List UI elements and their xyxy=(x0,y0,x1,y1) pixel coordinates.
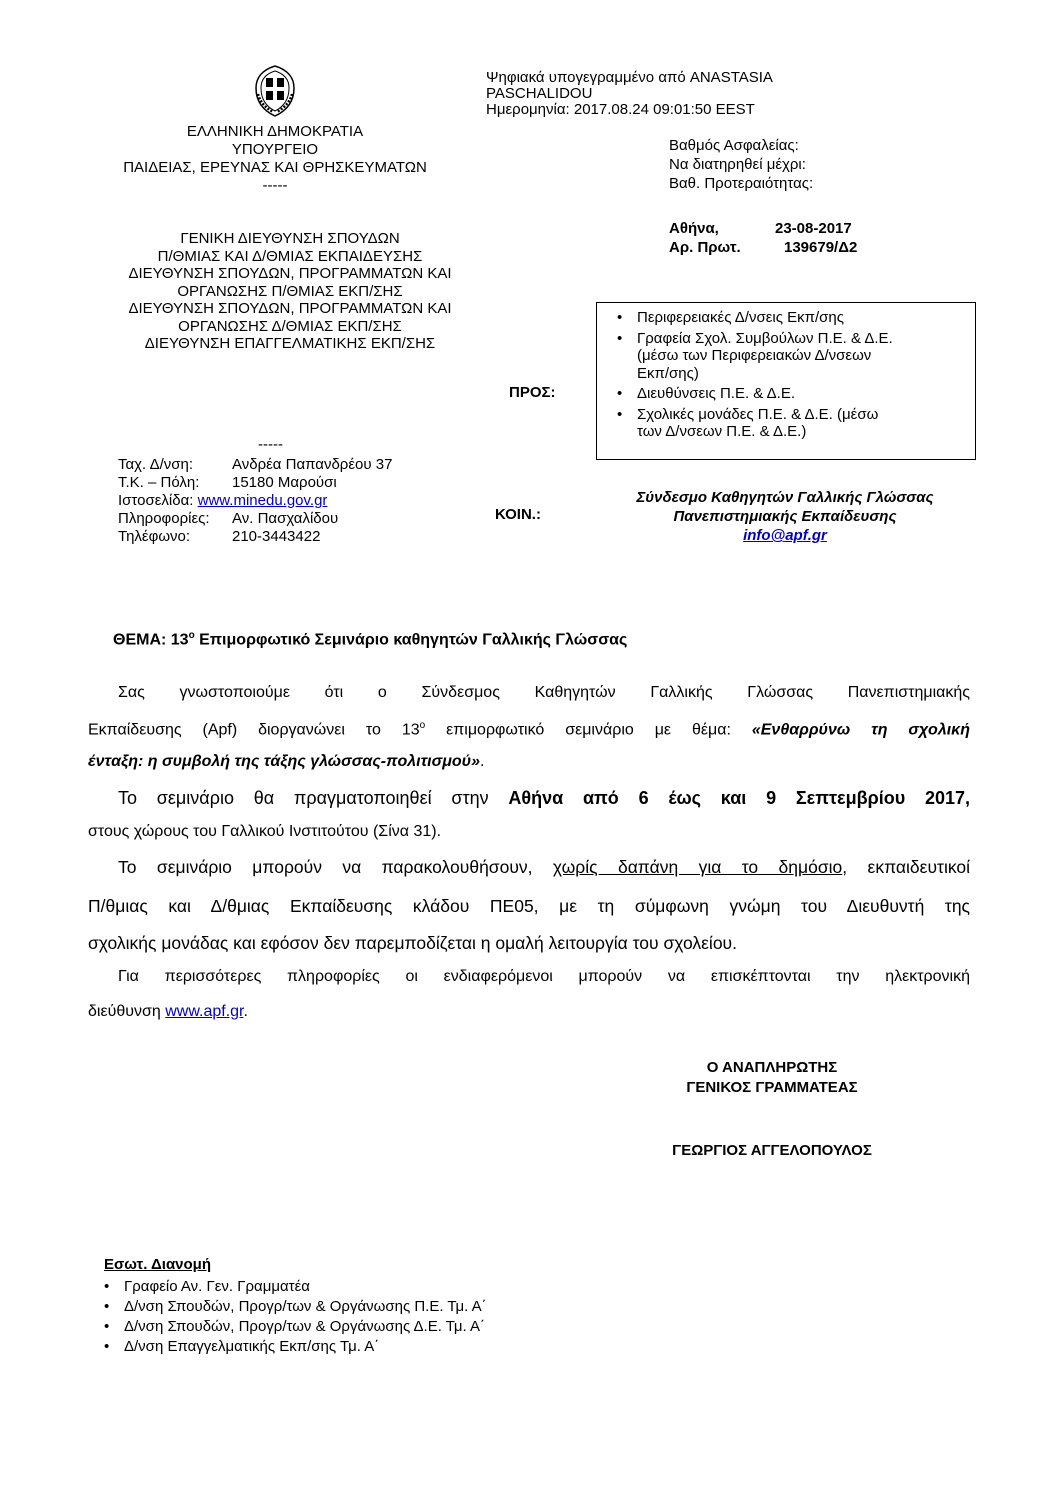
header-line: ΠΑΙΔΕΙΑΣ, ΕΡΕΥΝΑΣ ΚΑΙ ΘΡΗΣΚΕΥΜΑΤΩΝ xyxy=(123,159,427,176)
greek-emblem-icon xyxy=(252,64,298,118)
header-line: ΕΛΛΗΝΙΚΗ ΔΗΜΟΚΡΑΤΙΑ xyxy=(186,123,364,140)
digital-signature-stamp xyxy=(486,70,773,118)
directorate-line: ΟΡΓΑΝΩΣΗΣ Π/ΘΜΙΑΣ ΕΚΠ/ΣΗΣ xyxy=(177,282,403,300)
distribution-item: • Δ/νση Σπουδών, Προγρ/των & Οργάνωσης Π.Ε. Τμ. Α΄ xyxy=(104,1297,487,1317)
signed-line: Ψηφιακά υπογεγραμμένο από ANASTASIA xyxy=(486,69,773,86)
security-info xyxy=(669,136,813,193)
subject-line: ΘΕΜΑ: $13^o$ Επιμορφωτικό Σεμινάριο καθηγητών Γαλλικής Γλώσσας xyxy=(113,630,628,649)
header-line: ΥΠΟΥΡΓΕΙΟ xyxy=(231,141,319,158)
cc-label: ΚΟΙΝ.: xyxy=(495,506,541,523)
keep-until: Να διατηρηθεί μέχρι: xyxy=(669,156,806,173)
priority-level: Βαθ. Προτεραιότητας: xyxy=(669,175,814,192)
body-line: στους χώρους του Γαλλικού Ινστιτούτου (Σίνα 31). xyxy=(88,823,442,840)
contact-row: Τ.Κ. – Πόλη: 15180 Μαρούσι xyxy=(118,474,337,491)
protocol-number: 139679/Δ2 xyxy=(784,239,858,256)
contact-row: Τηλέφωνο: 210-3443422 xyxy=(118,528,321,545)
body-line: Π/θμιας και Δ/θμιας Εκπαίδευσης κλάδου ΠΕ05, με τη σύμφωνη γνώμη του Διευθυντή της xyxy=(88,896,970,916)
body-line: Εκπαίδευσης (Apf) διοργανώνει το $13^o$ επιμορφωτικό σεμινάριο με θέμα: «Ενθαρρύνω τη σχολική xyxy=(88,720,970,739)
directorates-header xyxy=(90,230,490,353)
signer-name: ΓΕΩΡΓΙΟΣ ΑΓΓΕΛΟΠΟΥΛΟΣ xyxy=(672,1142,872,1159)
contact-row: Ταχ. Δ/νση: Ανδρέα Παπανδρέου 37 xyxy=(118,456,393,473)
recipients-label: ΠΡΟΣ: xyxy=(509,384,556,401)
city-label: Αθήνα, xyxy=(669,220,719,237)
directorate-line: ΔΙΕΥΘΥΝΣΗ ΕΠΑΓΓΕΛΜΑΤΙΚΗΣ ΕΚΠ/ΣΗΣ xyxy=(144,335,436,352)
cc-recipient: Σύνδεσμο Καθηγητών Γαλλικής Γλώσσας Πανεπιστημιακής Εκπαίδευσης info@apf.gr xyxy=(636,489,934,544)
recipient-item: • Διευθύνσεις Π.Ε. & Δ.Ε. xyxy=(613,385,967,403)
body-line: Το σεμινάριο θα πραγματοποιηθεί στην Αθήνα από 6 έως και 9 Σεπτεμβρίου 2017, xyxy=(118,788,970,808)
document-date: 23-08-2017 xyxy=(775,220,852,237)
signed-date: Ημερομηνία: 2017.08.24 09:01:50 EEST xyxy=(486,101,755,118)
distribution-item: • Γραφείο Αν. Γεν. Γραμματέα xyxy=(104,1277,487,1297)
distribution-item: • Δ/νση Επαγγελματικής Εκπ/σης Τμ. Α΄ xyxy=(104,1337,487,1357)
recipient-item: • Περιφερειακές Δ/νσεις Εκπ/σης xyxy=(613,309,967,327)
body-line: Για περισσότερες πληροφορίες οι ενδιαφερόμενοι μπορούν να επισκέπτονται την ηλεκτρονική xyxy=(118,968,970,985)
directorate-line: ΓΕΝΙΚΗ ΔΙΕΥΘΥΝΣΗ ΣΠΟΥΔΩΝ xyxy=(180,230,400,247)
signed-line: PASCHALIDOU xyxy=(486,85,593,102)
contact-info xyxy=(118,456,392,546)
recipient-item: • Γραφεία Σχολ. Συμβούλων Π.Ε. & Δ.Ε. (μέσω των Περιφερειακών Δ/νσεων Εκπ/σης) xyxy=(613,330,967,383)
recipient-item: • Σχολικές μονάδες Π.Ε. & Δ.Ε. (μέσω των Δ/νσεων Π.Ε. & Δ.Ε.) xyxy=(613,406,967,441)
body-line: ένταξη: η συμβολή της τάξης γλώσσας-πολιτισμού». xyxy=(88,753,485,770)
contact-separator: ----- xyxy=(258,436,283,453)
header-separator: ----- xyxy=(262,177,288,194)
security-level: Βαθμός Ασφαλείας: xyxy=(669,137,799,154)
directorate-line: ΔΙΕΥΘΥΝΣΗ ΣΠΟΥΔΩΝ, ΠΡΟΓΡΑΜΜΑΤΩΝ ΚΑΙ xyxy=(128,265,452,282)
directorate-line: Π/ΘΜΙΑΣ ΚΑΙ Δ/ΘΜΙΑΣ ΕΚΠΑΙΔΕΥΣΗΣ xyxy=(157,247,423,265)
body-line: Σας γνωστοποιούμε ότι ο Σύνδεσμος Καθηγητών Γαλλικής Γλώσσας Πανεπιστημιακής xyxy=(118,684,970,701)
contact-row: Ιστοσελίδα: www.minedu.gov.gr xyxy=(118,492,328,509)
recipients-box xyxy=(596,302,976,460)
body-line: σχολικής μονάδας και εφόσον δεν παρεμποδίζεται η ομαλή λειτουργία του σχολείου. xyxy=(88,933,737,953)
distribution-list xyxy=(104,1277,487,1357)
ministry-header xyxy=(90,123,460,195)
distribution-item: • Δ/νση Σπουδών, Προγρ/των & Οργάνωσης Δ.Ε. Τμ. Α΄ xyxy=(104,1317,487,1337)
contact-row: Πληροφορίες: Αν. Πασχαλίδου xyxy=(118,510,339,527)
directorate-line: ΔΙΕΥΘΥΝΣΗ ΣΠΟΥΔΩΝ, ΠΡΟΓΡΑΜΜΑΤΩΝ ΚΑΙ xyxy=(128,300,452,317)
website-link[interactable]: www.minedu.gov.gr xyxy=(197,492,328,509)
body-line: διεύθυνση www.apf.gr. xyxy=(88,1003,248,1020)
distribution-title: Εσωτ. Διανομή xyxy=(104,1256,212,1273)
apf-website-link[interactable]: www.apf.gr xyxy=(165,1003,244,1020)
directorate-line: ΟΡΓΑΝΩΣΗΣ Δ/ΘΜΙΑΣ ΕΚΠ/ΣΗΣ xyxy=(178,317,402,335)
signature-title: Ο ΑΝΑΠΛΗΡΩΤΗΣ ΓΕΝΙΚΟΣ ΓΡΑΜΜΑΤΕΑΣ xyxy=(686,1059,858,1096)
cc-email-link[interactable]: info@apf.gr xyxy=(743,527,827,544)
protocol-label: Αρ. Πρωτ. xyxy=(669,239,741,256)
body-line: Το σεμινάριο μπορούν να παρακολουθήσουν, χωρίς δαπάνη για το δημόσιο, εκπαιδευτικοί xyxy=(118,857,970,877)
date-protocol-block xyxy=(669,219,857,257)
